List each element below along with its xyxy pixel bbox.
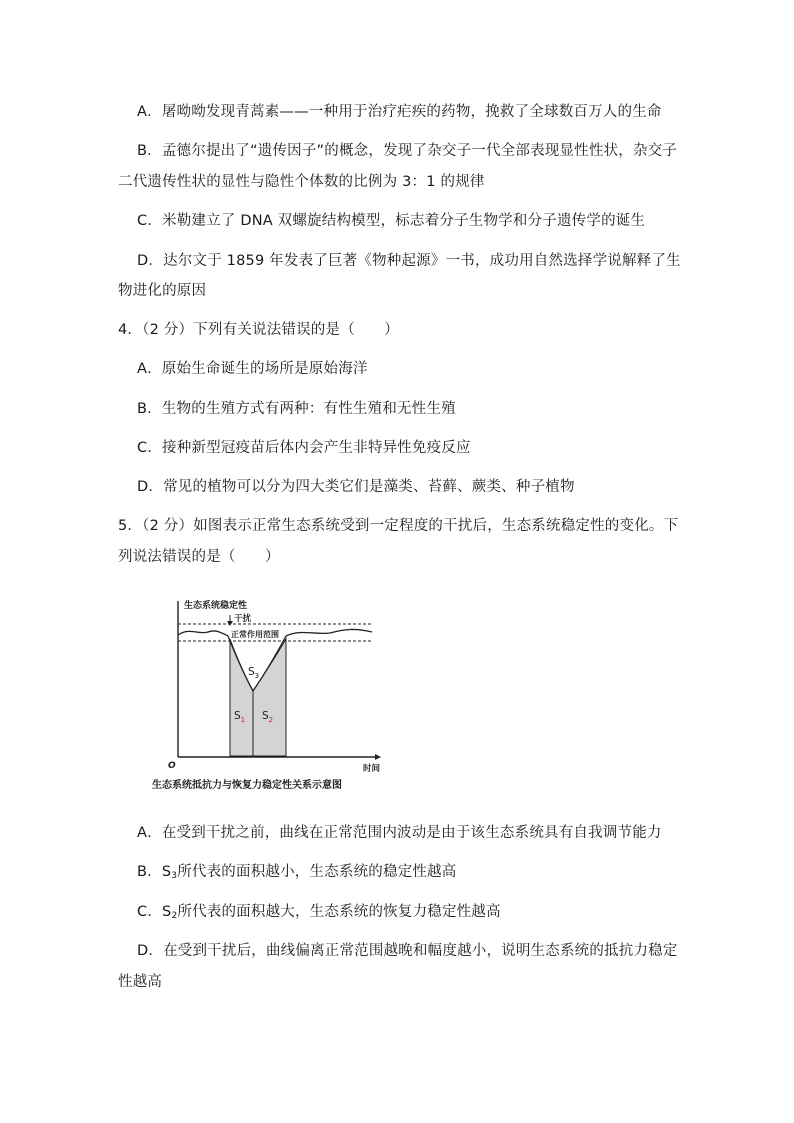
- q3-option-b-line2: 二代遗传性状的显性与隐性个体数的比例为 3：1 的规律: [118, 174, 485, 190]
- q3-option-d-line2: 物进化的原因: [118, 283, 207, 299]
- s1-label: $S_1$: [234, 710, 246, 724]
- q4-option-c: C．接种新型冠疫苗后体内会产生非特异性免疫反应: [137, 440, 471, 456]
- q5-option-c: C．$S_2$所代表的面积越大，生态系统的恢复力稳定性越高: [137, 904, 501, 921]
- q3-option-b-line1: B．孟德尔提出了“遗传因子”的概念，发现了杂交子一代全部表现显性性状，杂交子: [137, 143, 678, 159]
- disturb-arrow: [227, 621, 233, 626]
- q4-stem: 4．（2 分）下列有关说法错误的是（ ）: [118, 322, 400, 338]
- origin-label: O: [168, 761, 176, 771]
- q5-option-d-line2: 性越高: [118, 974, 163, 990]
- q5-stem-line2: 列说法错误的是（ ）: [118, 549, 280, 565]
- q4-option-a: A．原始生命诞生的场所是原始海洋: [137, 361, 368, 377]
- q4-option-b: B．生物的生殖方式有两种：有性生殖和无性生殖: [137, 401, 456, 417]
- q3-option-c: C．米勒建立了 DNA 双螺旋结构模型，标志着分子生物学和分子遗传学的诞生: [137, 213, 646, 229]
- x-axis-arrow: [375, 754, 381, 760]
- s2-label: $S_2$: [262, 710, 274, 724]
- q5-stem-line1: 5．（2 分）如图表示正常生态系统受到一定程度的干扰后，生态系统稳定性的变化。下: [118, 518, 679, 534]
- q5-option-b: B．$S_3$所代表的面积越小，生态系统的稳定性越高: [137, 864, 457, 881]
- s2-area: [253, 639, 286, 756]
- y-axis-label: 生态系统稳定性: [184, 601, 248, 611]
- range-label: 正常作用范围: [231, 630, 279, 639]
- s1-area: [230, 639, 253, 756]
- q3-option-a: A．屠呦呦发现青蒿素——一种用于治疗疟疾的药物，挽救了全球数百万人的生命: [137, 104, 662, 120]
- disturb-label: 干扰: [234, 614, 252, 624]
- q5-option-d-line1: D．在受到干扰后，曲线偏离正常范围越晚和幅度越小，说明生态系统的抵抗力稳定: [137, 943, 678, 959]
- s3-label: $S_3$: [248, 666, 260, 680]
- stability-diagram: [150, 591, 390, 796]
- figure-caption: 生态系统抵抗力与恢复力稳定性关系示意图: [152, 780, 342, 791]
- q5-option-a: A．在受到干扰之前，曲线在正常范围内波动是由于该生态系统具有自我调节能力: [137, 825, 662, 841]
- x-axis-label: 时间: [363, 764, 381, 774]
- q4-option-d: D．常见的植物可以分为四大类它们是藻类、苔藓、蕨类、种子植物: [137, 479, 575, 495]
- q3-option-d-line1: D．达尔文于 1859 年发表了巨著《物种起源》一书，成功用自然选择学说解释了生: [137, 253, 681, 269]
